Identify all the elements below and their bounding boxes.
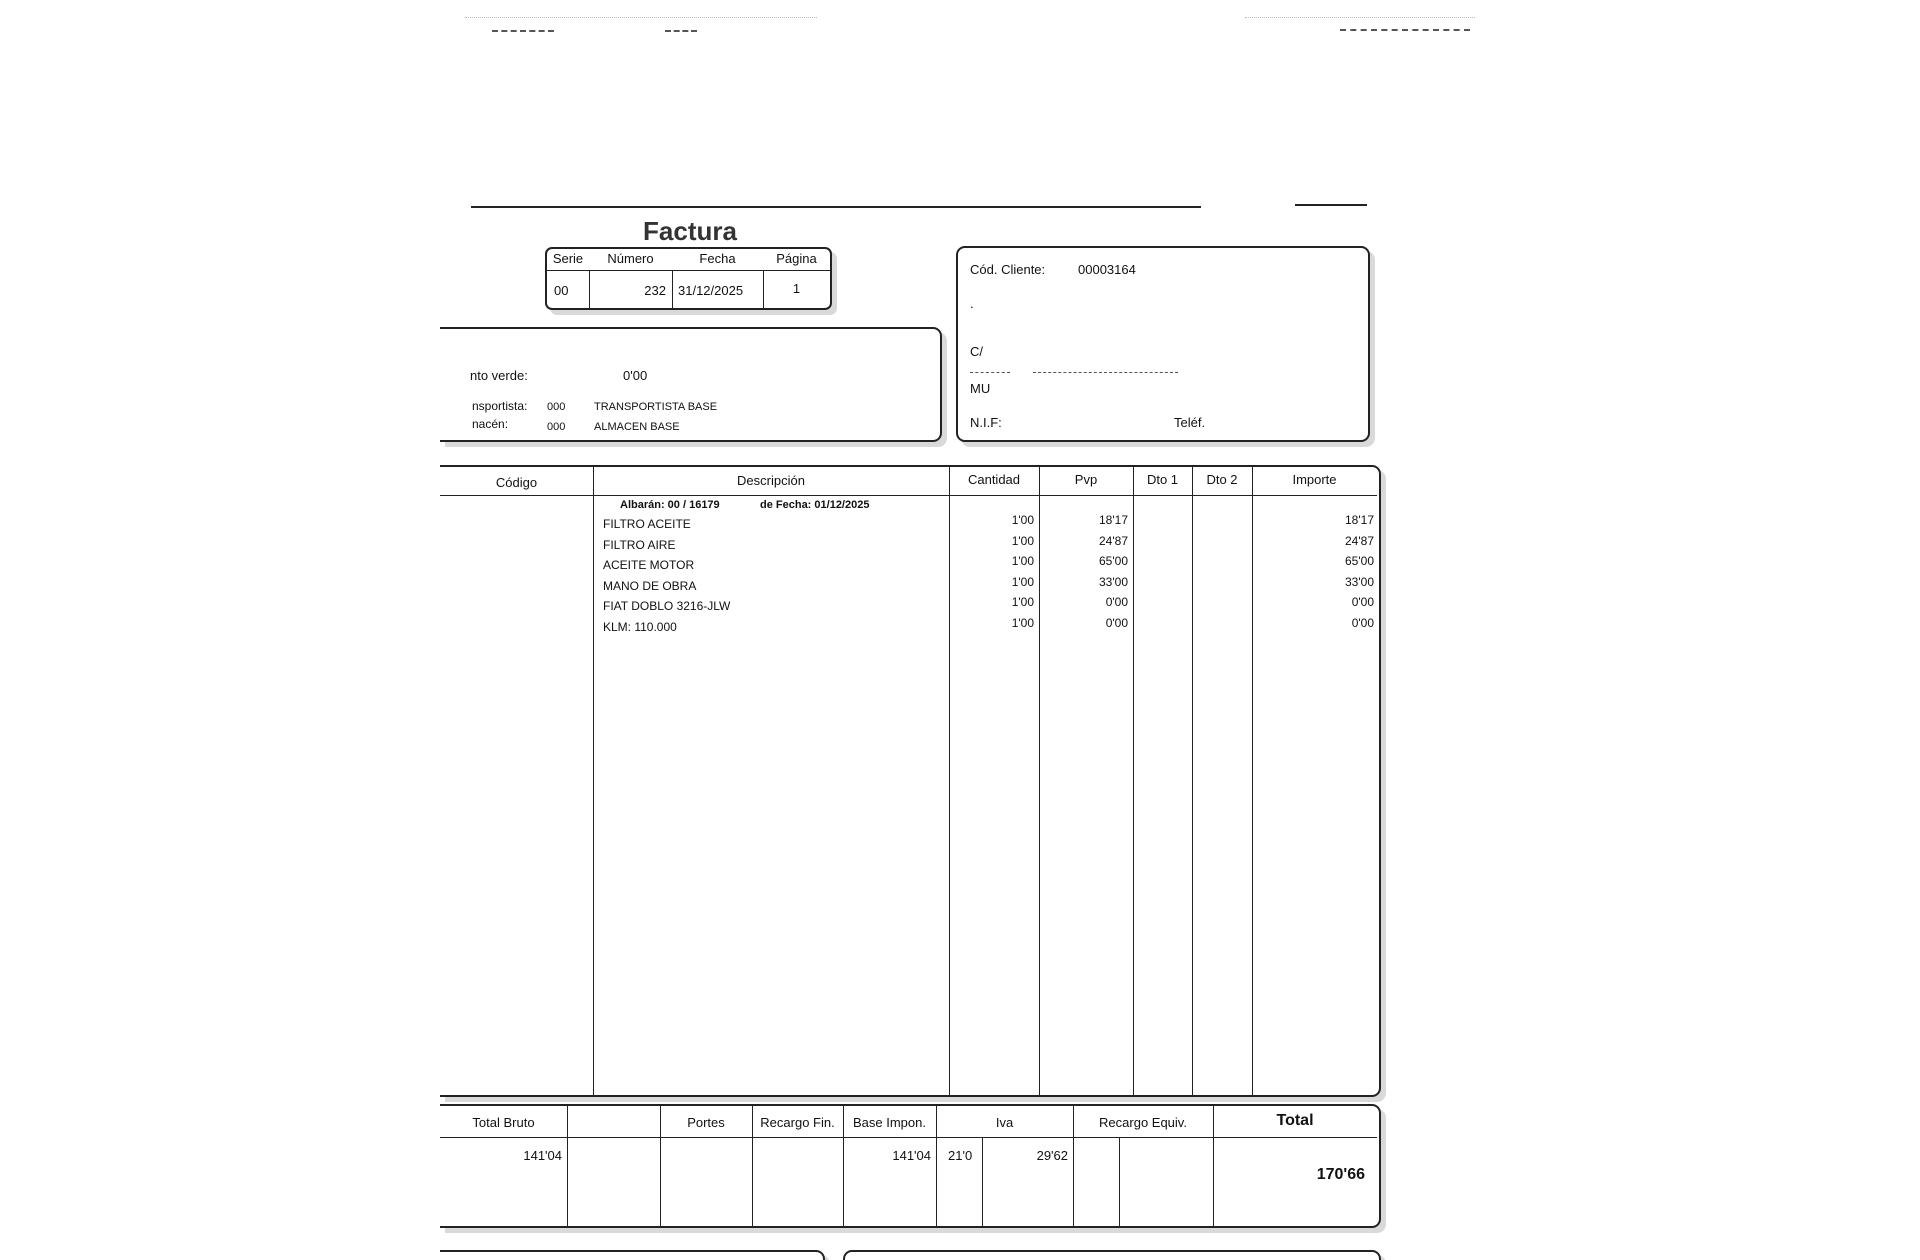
row-description: MANO DE OBRA	[603, 579, 697, 593]
scan-artifact	[665, 30, 697, 32]
serie-value: 00	[554, 283, 569, 298]
row-importe: 65'00	[1345, 554, 1374, 568]
col-header-cantidad: Cantidad	[967, 472, 1021, 487]
almacen-name: ALMACEN BASE	[594, 421, 680, 433]
fecha-value: 31/12/2025	[678, 283, 744, 298]
row-quantity: 1'00	[1011, 616, 1034, 630]
col-header-pvp: Pvp	[1074, 472, 1098, 487]
col-header-dto2: Dto 2	[1206, 472, 1238, 487]
scan-artifact	[1340, 29, 1470, 31]
footer-box-right	[843, 1250, 1381, 1260]
row-description: FILTRO AIRE	[603, 538, 676, 552]
transportista-label: nsportista:	[472, 399, 528, 413]
client-city-line: MU	[970, 381, 991, 396]
row-quantity: 1'00	[1011, 513, 1034, 527]
row-pvp: 65'00	[1099, 554, 1128, 568]
footer-box-left	[440, 1250, 825, 1260]
almacen-code: 000	[547, 421, 566, 433]
recargo-fin-label: Recargo Fin.	[760, 1115, 835, 1130]
totals-box	[440, 1104, 1381, 1228]
shipping-box	[440, 327, 942, 442]
col-header-importe: Importe	[1292, 472, 1337, 487]
punto-verde-value: 0'00	[623, 368, 648, 383]
row-importe: 24'87	[1345, 534, 1374, 548]
total-bruto-label: Total Bruto	[472, 1115, 535, 1130]
client-line-dot: .	[970, 296, 974, 311]
total-value: 170'66	[1316, 1166, 1365, 1183]
row-quantity: 1'00	[1011, 595, 1034, 609]
base-impon-label: Base Impon.	[853, 1115, 926, 1130]
col-header-codigo: Código	[495, 475, 538, 490]
top-rule	[471, 206, 1201, 208]
row-quantity: 1'00	[1011, 575, 1034, 589]
row-pvp: 33'00	[1099, 575, 1128, 589]
client-address-line: C/	[970, 344, 983, 359]
row-importe: 0'00	[1351, 595, 1374, 609]
row-description: KLM: 110.000	[603, 620, 677, 634]
invoice-header-box	[545, 247, 832, 310]
albaran-date: de Fecha: 01/12/2025	[760, 499, 870, 511]
recargo-equiv-label: Recargo Equiv.	[1099, 1115, 1187, 1130]
iva-label: Iva	[995, 1115, 1014, 1130]
total-bruto-value: 141'04	[523, 1148, 562, 1163]
line-items-table	[440, 465, 1381, 1097]
portes-label: Portes	[687, 1115, 725, 1130]
transportista-code: 000	[547, 401, 566, 413]
row-description: FIAT DOBLO 3216-JLW	[603, 599, 731, 613]
fecha-label: Fecha	[699, 251, 736, 266]
client-code-value: 00003164	[1078, 262, 1136, 277]
invoice-title: Factura	[643, 216, 737, 246]
transportista-name: TRANSPORTISTA BASE	[594, 401, 718, 413]
redacted-text	[970, 372, 1010, 373]
nif-label: N.I.F:	[970, 415, 1002, 430]
row-pvp: 18'17	[1099, 513, 1128, 527]
iva-pct-value: 21'0	[948, 1148, 973, 1163]
row-description: FILTRO ACEITE	[603, 517, 691, 531]
top-rule-right	[1295, 204, 1367, 206]
row-importe: 33'00	[1345, 575, 1374, 589]
numero-label: Número	[607, 251, 654, 266]
row-pvp: 24'87	[1099, 534, 1128, 548]
row-pvp: 0'00	[1105, 595, 1128, 609]
serie-label: Serie	[552, 251, 584, 266]
base-impon-value: 141'04	[892, 1148, 931, 1163]
total-label: Total	[1276, 1112, 1314, 1129]
row-pvp: 0'00	[1105, 616, 1128, 630]
client-box	[956, 246, 1370, 442]
numero-value: 232	[644, 283, 666, 298]
row-description: ACEITE MOTOR	[603, 558, 695, 572]
row-quantity: 1'00	[1011, 534, 1034, 548]
pagina-value: 1	[792, 281, 801, 296]
iva-amount-value: 29'62	[1036, 1148, 1068, 1163]
punto-verde-label: nto verde:	[470, 368, 528, 383]
client-code-label: Cód. Cliente:	[970, 262, 1046, 277]
col-header-dto1: Dto 1	[1146, 472, 1179, 487]
redacted-text	[1033, 372, 1178, 373]
pagina-label: Página	[776, 251, 817, 266]
tel-label: Teléf.	[1174, 415, 1206, 430]
albaran-ref: Albarán: 00 / 16179	[620, 499, 720, 511]
scan-artifact	[492, 30, 554, 32]
row-importe: 18'17	[1345, 513, 1374, 527]
row-quantity: 1'00	[1011, 554, 1034, 568]
row-importe: 0'00	[1351, 616, 1374, 630]
almacen-label: nacén:	[472, 417, 509, 431]
col-header-descripcion: Descripción	[737, 473, 805, 488]
